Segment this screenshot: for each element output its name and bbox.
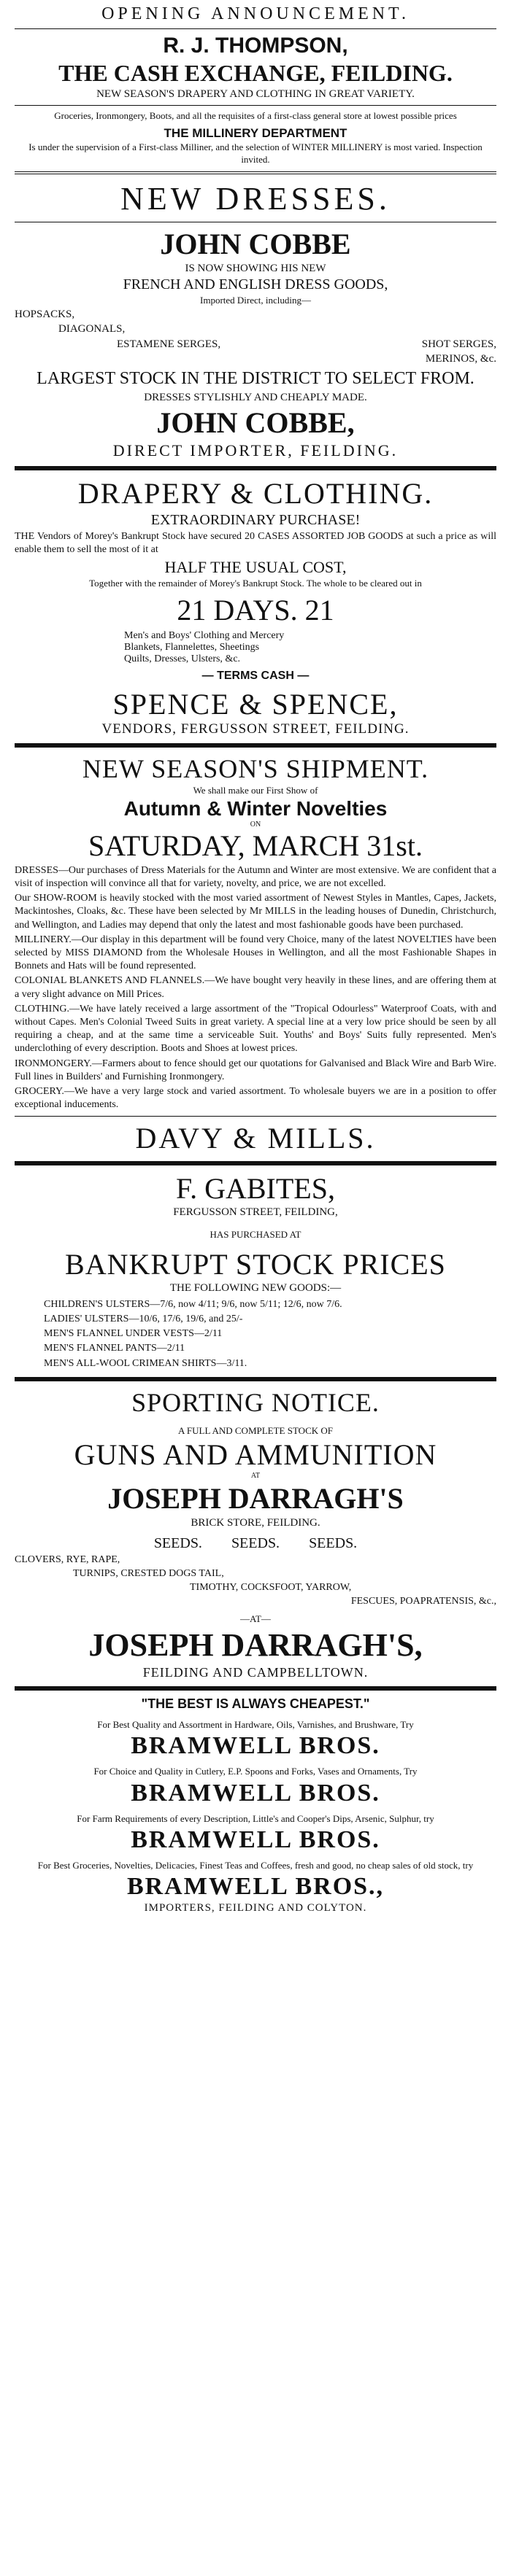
spence-item: Men's and Boys' Clothing and Mercery <box>124 629 285 641</box>
spence-sub: EXTRAORDINARY PURCHASE! <box>150 512 361 528</box>
seeds-label: SEEDS. <box>231 1535 280 1552</box>
davy-intro: We shall make our First Show of <box>193 784 318 796</box>
seed-item: CLOVERS, RYE, RAPE, <box>15 1554 120 1566</box>
divider <box>15 171 496 174</box>
davy-on: ON <box>250 820 261 829</box>
seed-item: FESCUES, POAPRATENSIS, &c., <box>350 1595 496 1607</box>
gabites-address: FERGUSSON STREET, FEILDING, <box>173 1206 338 1219</box>
spence-headline: DRAPERY & CLOTHING. <box>77 477 434 510</box>
thompson-tagline: NEW SEASON'S DRAPERY AND CLOTHING IN GREAT VARIETY. <box>96 88 415 100</box>
davy-date: SATURDAY, MARCH 31st. <box>88 829 423 862</box>
darragh-store: BRICK STORE, FEILDING. <box>191 1517 320 1529</box>
cobbe-goods: FRENCH AND ENGLISH DRESS GOODS, <box>123 276 388 292</box>
cobbe-advert <box>15 180 496 460</box>
gabites-following: THE FOLLOWING NEW GOODS:— <box>169 1281 342 1294</box>
spence-item: Blankets, Flannelettes, Sheetings <box>124 641 260 653</box>
fabric-item: ESTAMENE SERGES, <box>117 338 221 350</box>
gabites-item: LADIES' ULSTERS—10/6, 17/6, 19/6, and 25/- <box>44 1313 243 1324</box>
divider <box>15 466 496 470</box>
darragh-name: JOSEPH DARRAGH'S <box>107 1482 404 1516</box>
spence-together: Together with the remainder of Morey's Bankrupt Stock. The whole to be cleared out in <box>89 578 422 589</box>
gabites-item: CHILDREN'S ULSTERS—7/6, now 4/11; 9/6, now 5/11; 12/6, now 7/6. <box>44 1298 342 1310</box>
millinery-title: THE MILLINERY DEPARTMENT <box>164 126 347 141</box>
gabites-name: F. GABITES, <box>176 1172 335 1206</box>
divider <box>15 743 496 748</box>
davy-para: MILLINERY.—Our display in this department will be found very Choice, many of the latest NOVELTIES have been selected by MISS DIAMOND from the Wholesale Houses in Wellington, and all the most Fashionable Shapes in Bonnets and Hats will be found represented. <box>15 934 496 972</box>
bramwell-text: For Choice and Quality in Cutlery, E.P. Spoons and Forks, Vases and Ornaments, Try <box>93 1766 418 1777</box>
darragh-full: A FULL AND COMPLETE STOCK OF <box>178 1424 333 1436</box>
spence-advert <box>15 476 496 737</box>
spence-body: THE Vendors of Morey's Bankrupt Stock have secured 20 CASES ASSORTED JOB GOODS at such a price as will enable them to sell the most of it at <box>15 531 496 556</box>
fabric-row <box>15 337 496 352</box>
bramwell-text: For Best Quality and Assortment in Hardware, Oils, Varnishes, and Brushware, Try <box>97 1719 414 1731</box>
gabites-items <box>15 1297 496 1371</box>
cobbe-made: DRESSES STYLISHLY AND CHEAPLY MADE. <box>144 392 367 403</box>
bramwell-name: BRAMWELL BROS. <box>131 1826 380 1853</box>
davy-para: COLONIAL BLANKETS AND FLANNELS.—We have bought very heavily in these lines, and are offering them at a very slight advance on Mill Prices. <box>15 975 496 1000</box>
thompson-name: R. J. THOMPSON, <box>163 34 348 58</box>
fabric-item: SHOT SERGES, <box>421 338 496 350</box>
cobbe-fabrics <box>15 307 496 366</box>
cobbe-largest: LARGEST STOCK IN THE DISTRICT TO SELECT FROM. <box>36 369 474 388</box>
davy-para: Our SHOW-ROOM is heavily stocked with the most varied assortment of Newest Styles in Mantles, Capes, Jackets, Mackintoshes, Cloaks, &c. These have been selected by Mr MILLS in the leading houses of Dunedin, Christchurch, and Wellington, and Ladies may depend that only the latest and most fashionable goods have been purchased. <box>15 893 496 931</box>
gabites-item: MEN'S ALL-WOOL CRIMEAN SHIRTS—3/11. <box>44 1357 247 1369</box>
millinery-text: Is under the supervision of a First-class Milliner, and the selection of WINTER MILLINERY is most varied. Inspection invited. <box>28 141 483 165</box>
thompson-body: Groceries, Ironmongery, Boots, and all the requisites of a first-class general store at lowest possible prices <box>54 110 457 121</box>
darragh-name-2: JOSEPH DARRAGH'S, <box>88 1627 423 1664</box>
bramwell-text: For Best Groceries, Novelties, Delicacies, Finest Teas and Coffees, fresh and good, no cheap sales of old stock, try <box>37 1859 474 1871</box>
bramwell-name: BRAMWELL BROS. <box>131 1779 380 1807</box>
davy-novelties: Autumn & Winter Novelties <box>123 796 388 820</box>
cobbe-imported: Imported Direct, including— <box>200 294 311 306</box>
bramwell-importers: IMPORTERS, FEILDING AND COLYTON. <box>144 1902 367 1914</box>
darragh-headline: SPORTING NOTICE. <box>131 1387 380 1417</box>
bramwell-advert <box>15 1696 496 1914</box>
davy-para: GROCERY.—We have a very large stock and varied assortment. To wholesale buyers we are in a position to offer exceptional inducements. <box>15 1085 496 1111</box>
gabites-item: MEN'S FLANNEL UNDER VESTS—2/11 <box>44 1328 223 1340</box>
cobbe-headline: NEW DRESSES. <box>120 180 391 217</box>
darragh-seed-list <box>15 1553 496 1609</box>
opening-announcement: OPENING ANNOUNCEMENT. <box>101 4 410 23</box>
cobbe-showing: IS NOW SHOWING HIS NEW <box>185 262 326 274</box>
divider <box>15 1377 496 1381</box>
darragh-at-2: —AT— <box>240 1613 271 1624</box>
thompson-advert <box>15 4 496 166</box>
seed-item: TIMOTHY, COCKSFOOT, YARROW, <box>190 1582 352 1594</box>
spence-name: SPENCE & SPENCE, <box>112 687 399 721</box>
divider <box>15 1116 496 1117</box>
gabites-advert <box>15 1171 496 1371</box>
spence-address: VENDORS, FERGUSSON STREET, FEILDING. <box>101 721 410 737</box>
darragh-advert <box>15 1387 496 1680</box>
seed-item: TURNIPS, CRESTED DOGS TAIL, <box>73 1568 224 1580</box>
gabites-headline: BANKRUPT STOCK PRICES <box>65 1247 446 1281</box>
cobbe-importer: DIRECT IMPORTER, FEILDING. <box>112 441 399 459</box>
bramwell-name: BRAMWELL BROS., <box>126 1873 385 1901</box>
divider <box>15 105 496 106</box>
gabites-purchased: HAS PURCHASED AT <box>210 1229 301 1241</box>
cobbe-name: JOHN COBBE <box>160 227 351 260</box>
darragh-guns: GUNS AND AMMUNITION <box>74 1438 437 1472</box>
fabric-item: DIAGONALS, <box>58 323 126 335</box>
thompson-firm: THE CASH EXCHANGE, FEILDING. <box>58 60 453 86</box>
darragh-towns: FEILDING AND CAMPBELLTOWN. <box>142 1665 369 1680</box>
gabites-item: MEN'S FLANNEL PANTS—2/11 <box>44 1343 185 1354</box>
spence-terms: — TERMS CASH — <box>201 669 310 682</box>
spence-item: Quilts, Dresses, Ulsters, &c. <box>124 653 241 664</box>
davy-para: CLOTHING.—We have lately received a large assortment of the "Tropical Odourless" Waterproof Coats, with and without Capes. Men's Colonial Tweed Suits in great variety. A special line at a very low price should be seen by all requiring a cheap, and at the same time a serviceable Suit. Youths' and Boys' Suits fully represented. Men's underclothing of every description. Boots and Shoes at lowest prices. <box>15 1003 496 1055</box>
spence-half: HALF THE USUAL COST, <box>164 558 347 577</box>
davy-advert <box>15 753 496 1156</box>
seeds-label: SEEDS. <box>309 1535 358 1552</box>
spence-items <box>15 630 496 665</box>
darragh-at: AT <box>250 1472 261 1481</box>
davy-name: DAVY & MILLS. <box>135 1122 376 1155</box>
darragh-seeds <box>15 1535 496 1552</box>
bramwell-name: BRAMWELL BROS. <box>131 1732 380 1760</box>
cobbe-name-2: JOHN COBBE, <box>156 406 355 439</box>
divider <box>15 28 496 29</box>
davy-para: DRESSES—Our purchases of Dress Materials for the Autumn and Winter are most extensive. We are confident that a visit of inspection will convince all that for variety, novelty, and price, we are not excelled. <box>15 864 496 890</box>
fabric-item: MERINOS, &c. <box>425 352 496 365</box>
spence-days: 21 DAYS. 21 <box>177 593 334 626</box>
bramwell-motto: "THE BEST IS ALWAYS CHEAPEST." <box>141 1696 370 1712</box>
bramwell-text: For Farm Requirements of every Description, Little's and Cooper's Dips, Arsenic, Sulphur, try <box>77 1812 434 1824</box>
divider <box>15 1686 496 1691</box>
seeds-label: SEEDS. <box>153 1535 202 1552</box>
davy-headline: NEW SEASON'S SHIPMENT. <box>82 753 429 783</box>
newspaper-column <box>15 0 496 1914</box>
divider <box>15 1161 496 1165</box>
davy-para: IRONMONGERY.—Farmers about to fence should get our quotations for Galvanised and Black Wire and Barb Wire. Full lines in Builders' and Furnishing Ironmongery. <box>15 1058 496 1082</box>
fabric-item: HOPSACKS, <box>15 309 75 320</box>
